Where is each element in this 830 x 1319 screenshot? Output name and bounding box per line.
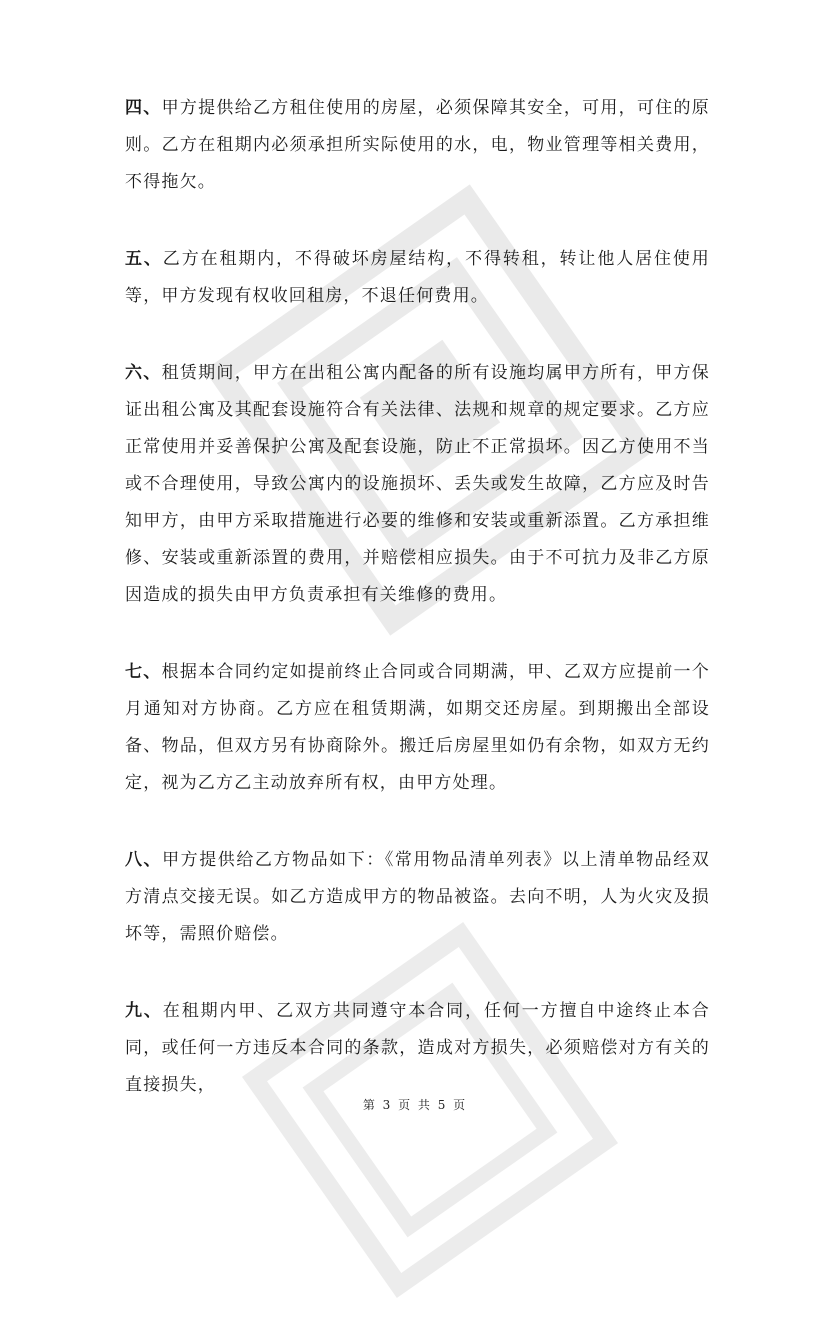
clause-text: 甲方提供给乙方租住使用的房屋，必须保障其安全，可用，可住的原则。乙方在租期内必须承担所实际使用的水，电，物业管理等相关费用，不得拖欠。 — [125, 98, 711, 192]
clause-number: 八、 — [125, 850, 163, 870]
clause-number: 五、 — [125, 249, 163, 269]
clause-number: 六、 — [125, 363, 162, 383]
clause-7 — [125, 654, 710, 802]
document-body — [125, 90, 710, 1144]
clause-text: 乙方在租期内，不得破坏房屋结构，不得转租，转让他人居住使用等，甲方发现有权收回租房，不退任何费用。 — [125, 249, 710, 306]
clause-number: 七、 — [125, 662, 162, 682]
clause-9 — [125, 993, 710, 1104]
clause-number: 四、 — [125, 98, 162, 118]
clause-text: 在租期内甲、乙双方共同遵守本合同，任何一方擅自中途终止本合同，或任何一方违反本合同的条款，造成对方损失，必须赔偿对方有关的直接损失， — [125, 1001, 710, 1095]
clause-8 — [125, 842, 710, 953]
page-footer: 第 3 页 共 5 页 — [362, 1098, 468, 1112]
clause-text: 租赁期间，甲方在出租公寓内配备的所有设施均属甲方所有，甲方保证出租公寓及其配套设施符合有关法律、法规和规章的规定要求。乙方应正常使用并妥善保护公寓及配套设施，防止不正常损坏。因乙方使用不当或不合理使用，导致公寓内的设施损坏、丢失或发生故障，乙方应及时告知甲方，由甲方采取措施进行必要的维修和安装或重新添置。乙方承担维修、安装或重新添置的费用，并赔偿相应损失。由于不可抗力及非乙方原因造成的损失由甲方负责承担有关维修的费用。 — [125, 363, 711, 605]
clause-5 — [125, 241, 710, 315]
clause-6 — [125, 355, 710, 614]
clause-text: 甲方提供给乙方物品如下：《常用物品清单列表》以上清单物品经双方清点交接无误。如乙方造成甲方的物品被盗。去向不明，人为火灾及损坏等，需照价赔偿。 — [125, 850, 711, 944]
clause-text: 根据本合同约定如提前终止合同或合同期满，甲、乙双方应提前一个月通知对方协商。乙方应在租赁期满，如期交还房屋。到期搬出全部设备、物品，但双方另有协商除外。搬迁后房屋里如仍有余物，如双方无约定，视为乙方乙主动放弃所有权，由甲方处理。 — [125, 662, 711, 793]
clause-number: 九、 — [125, 1001, 163, 1021]
clause-4 — [125, 90, 710, 201]
